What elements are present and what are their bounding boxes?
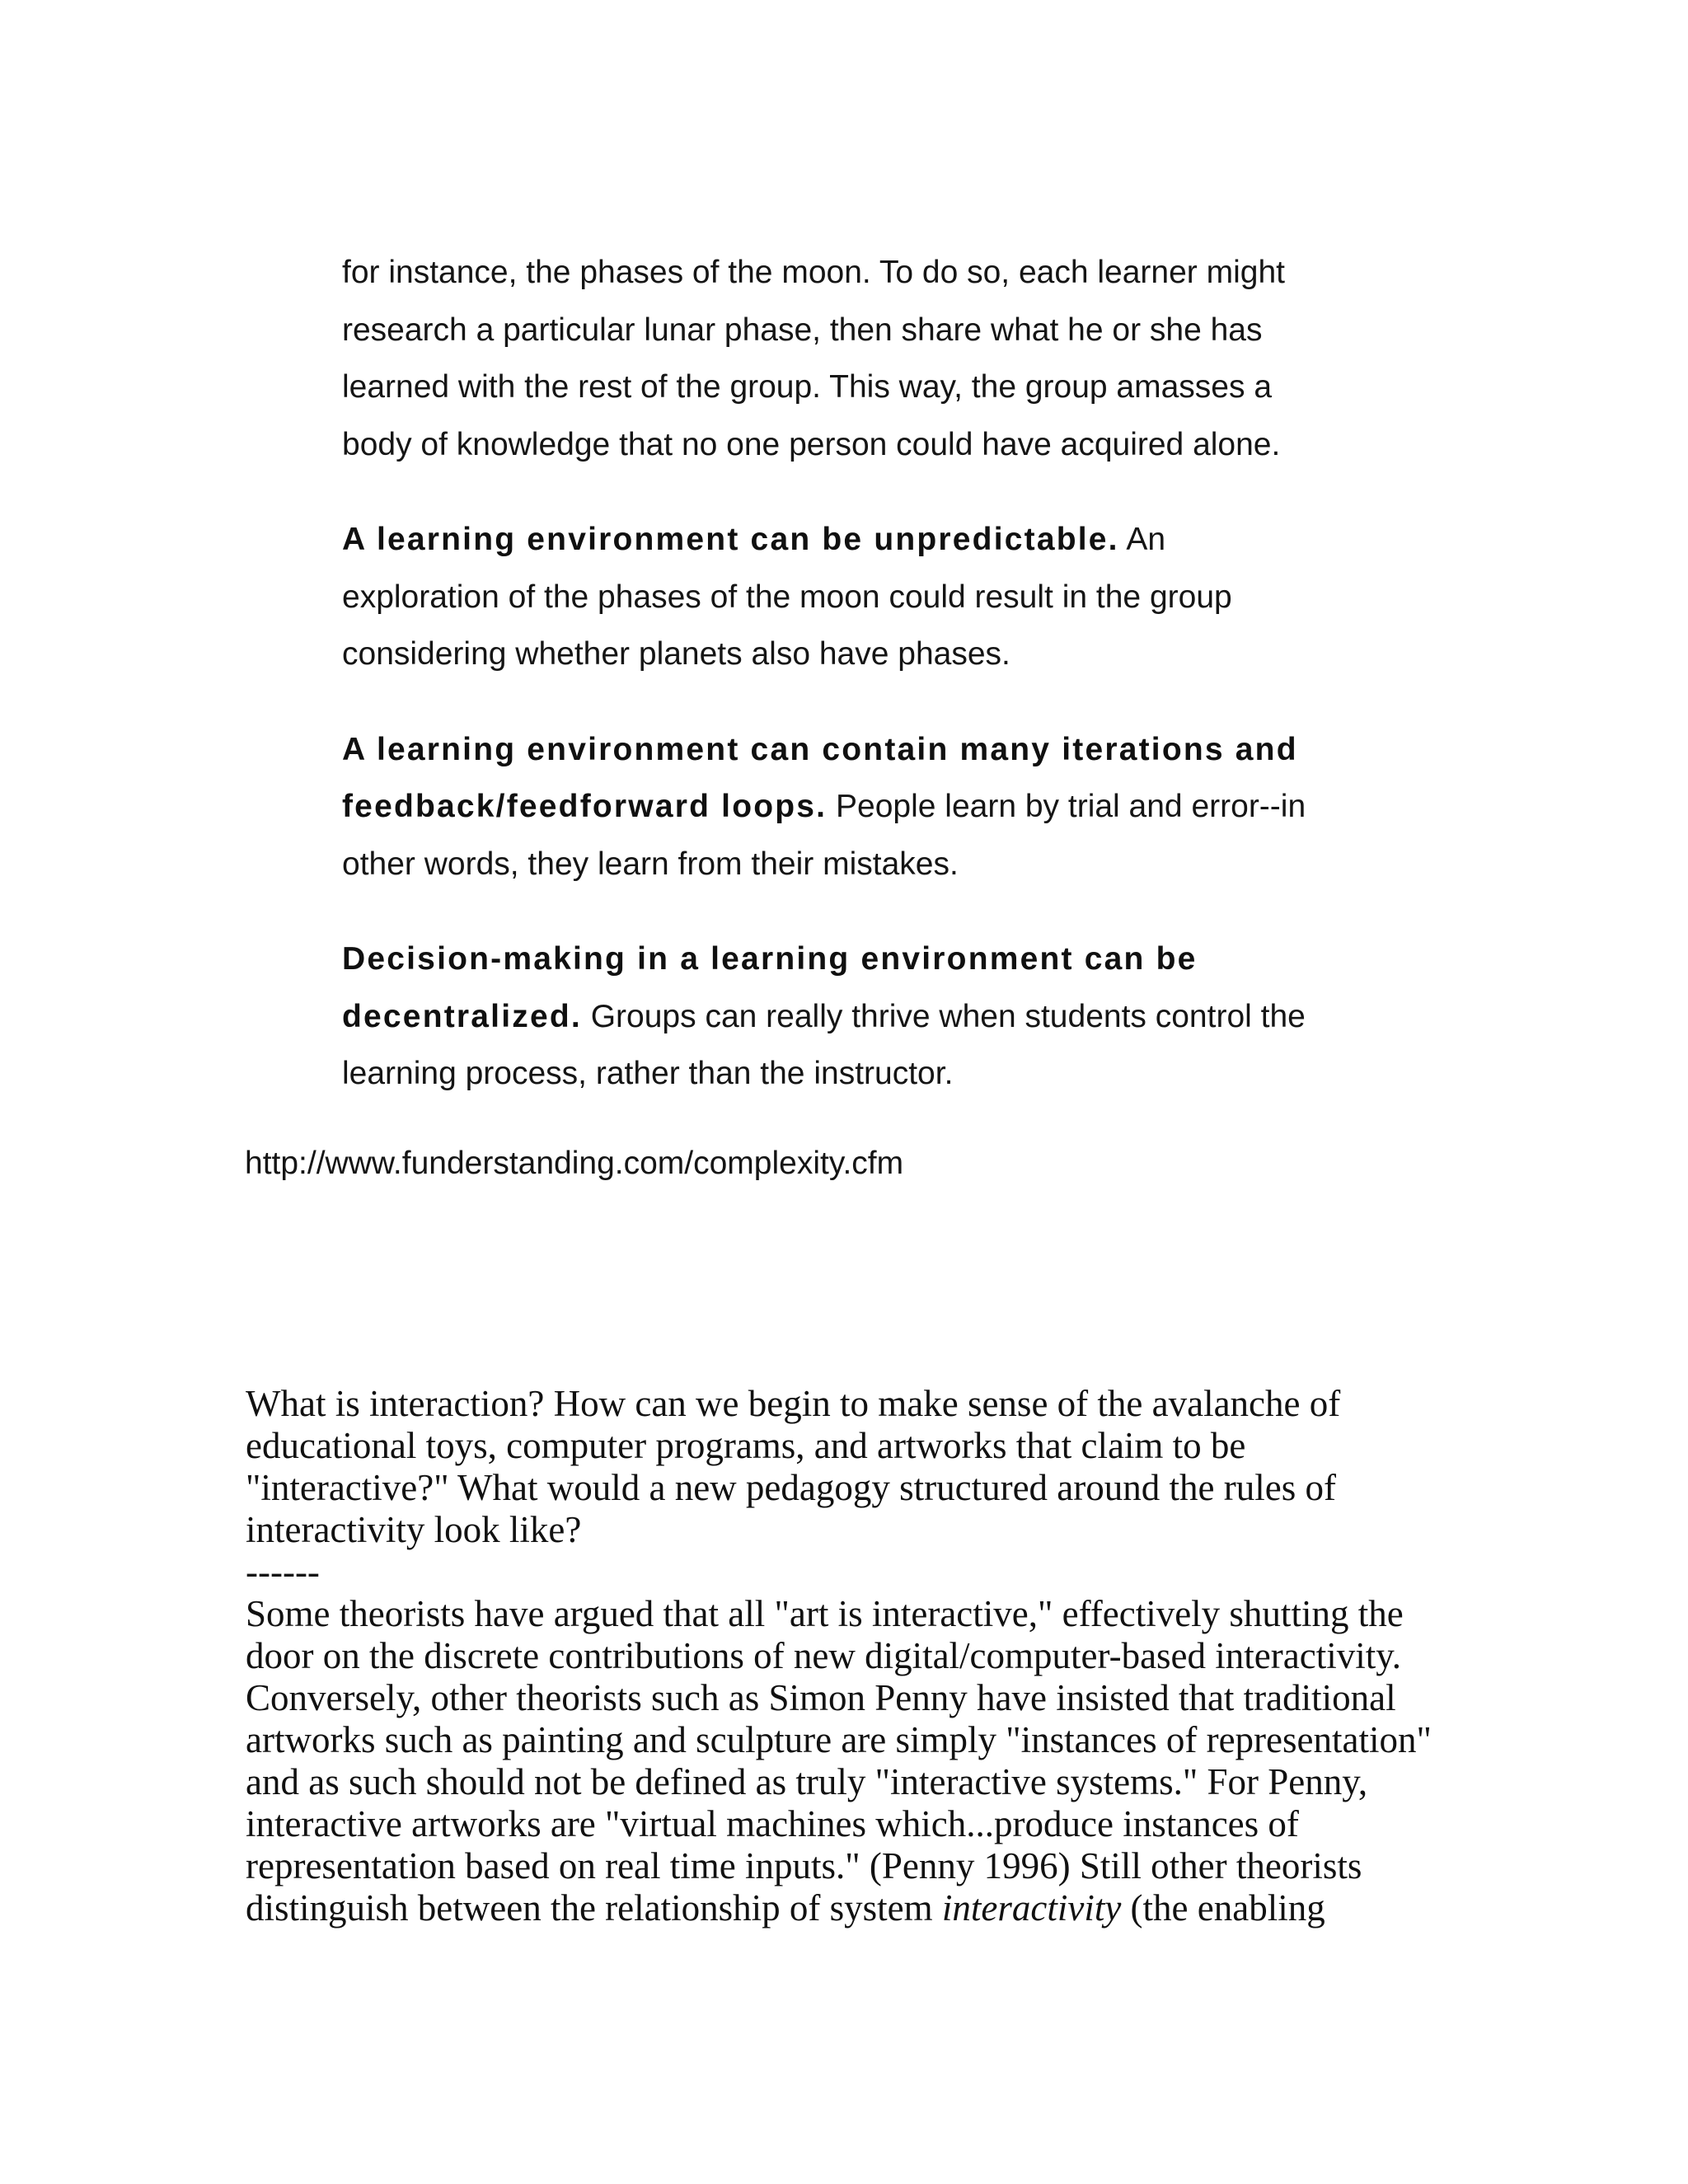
paragraph-decentralized xyxy=(342,930,1414,1103)
text-line: door on the discrete contributions of new digital/computer-based interactivity. xyxy=(246,1635,1402,1676)
text-line: What is interaction? How can we begin to make sense of the avalanche of xyxy=(246,1383,1341,1424)
bold-lead: Decision-making in a learning environment can be xyxy=(342,941,1198,977)
text-line: learned with the rest of the group. This way, the group amasses a xyxy=(342,369,1273,405)
text-line: learning process, rather than the instructor. xyxy=(342,1056,954,1091)
text-line: interactivity look like? xyxy=(246,1509,582,1550)
text-line: An xyxy=(1118,522,1166,557)
text-run: distinguish between the relationship of system xyxy=(246,1887,942,1929)
bold-lead: decentralized. xyxy=(342,998,582,1034)
text-line: artworks such as painting and sculpture are simply "instances of representation" xyxy=(246,1719,1432,1760)
essay-text xyxy=(246,1383,1449,1929)
text-line: body of knowledge that no one person could have acquired alone. xyxy=(342,426,1281,462)
text-line: educational toys, computer programs, and artworks that claim to be xyxy=(246,1425,1246,1466)
text-line: interactive artworks are "virtual machines which...produce instances of xyxy=(246,1803,1299,1844)
text-line: exploration of the phases of the moon could result in the group xyxy=(342,579,1232,615)
text-line: research a particular lunar phase, then share what he or she has xyxy=(342,312,1263,348)
bold-lead: A learning environment can contain many iterations and xyxy=(342,731,1298,767)
text-line-with-emphasis xyxy=(246,1887,1449,1929)
text-line: representation based on real time inputs." (Penny 1996) Still other theorists xyxy=(246,1845,1362,1886)
text-line: considering whether planets also have phases. xyxy=(342,636,1010,672)
text-run: (the enabling xyxy=(1121,1887,1325,1929)
bold-lead: feedback/feedforward loops. xyxy=(342,789,828,824)
text-line: other words, they learn from their mistakes. xyxy=(342,846,959,882)
paragraph-unpredictable xyxy=(342,511,1414,683)
text-line: People learn by trial and error--in xyxy=(827,789,1306,824)
text-line: Some theorists have argued that all "art is interactive," effectively shutting the xyxy=(246,1593,1404,1634)
paragraph-moon-phases xyxy=(342,244,1414,473)
text-line: for instance, the phases of the moon. To do so, each learner might xyxy=(342,255,1285,290)
bold-lead: A learning environment can be unpredictable. xyxy=(342,522,1119,557)
quoted-excerpt xyxy=(342,244,1414,1141)
italic-term: interactivity xyxy=(941,1887,1122,1929)
text-line: Groups can really thrive when students control the xyxy=(581,998,1306,1034)
text-line: and as such should not be defined as truly "interactive systems." For Penny, xyxy=(246,1761,1368,1802)
text-line: "interactive?" What would a new pedagogy structured around the rules of xyxy=(246,1467,1336,1508)
text-line: Conversely, other theorists such as Simon Penny have insisted that traditional xyxy=(246,1677,1396,1718)
section-divider: ------ xyxy=(246,1551,320,1592)
paragraph-iterations xyxy=(342,721,1414,893)
source-url: http://www.funderstanding.com/complexity.cfm xyxy=(245,1146,904,1181)
